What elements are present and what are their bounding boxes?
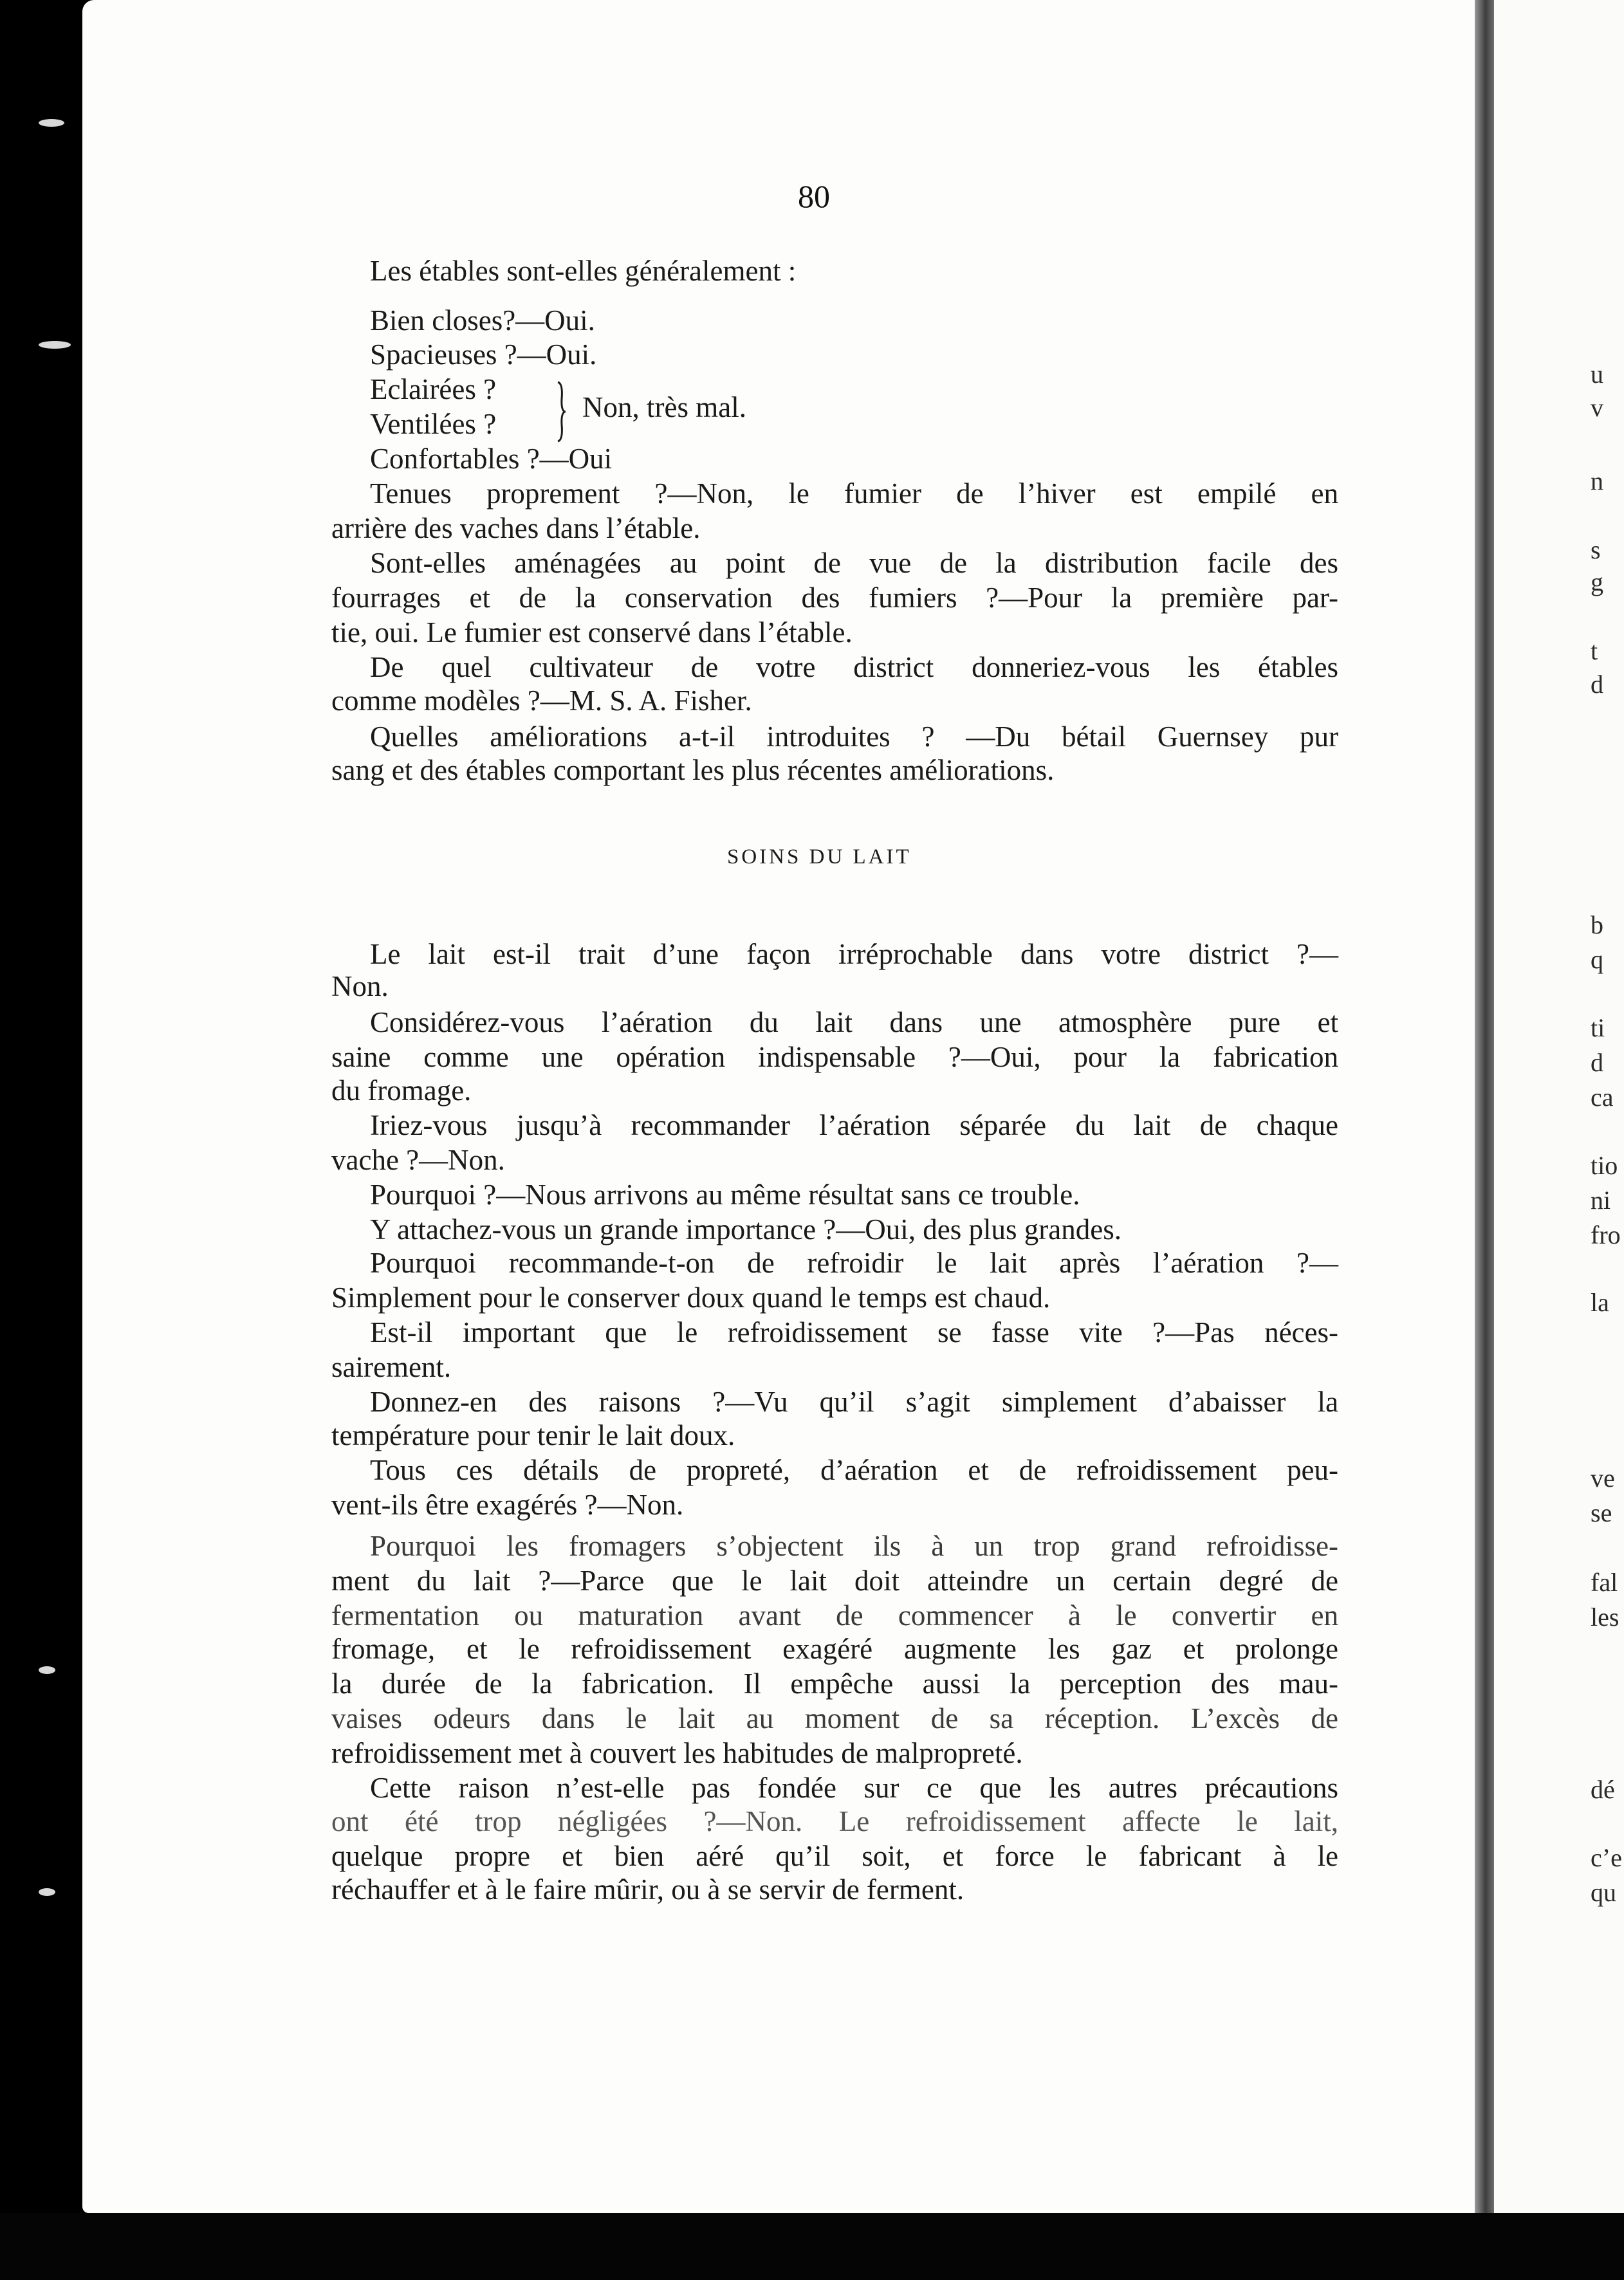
- paragraph-line: refroidissement met à couvert les habitudes de malpropreté.: [331, 1737, 1023, 1769]
- scan-bottom-edge: [0, 2213, 1624, 2280]
- paragraph-line: la durée de la fabrication. Il empêche aussi la perception des mau-: [331, 1668, 1338, 1700]
- paragraph-line: comme modèles ?—M. S. A. Fisher.: [331, 685, 752, 717]
- facing-page-fragment: se: [1591, 1498, 1612, 1527]
- facing-page-fragment: la: [1591, 1288, 1609, 1317]
- facing-page-fragment: u: [1591, 360, 1603, 389]
- paragraph-line: Y attachez-vous un grande importance ?—Oui, des plus grandes.: [370, 1213, 1121, 1246]
- facing-page-fragment: v: [1591, 393, 1603, 422]
- scan-speck: [39, 1888, 55, 1896]
- paragraph-line: Considérez-vous l’aération du lait dans une atmosphère pure et: [370, 1006, 1338, 1038]
- paragraph-line: tie, oui. Le fumier est conservé dans l’étable.: [331, 616, 853, 648]
- facing-page-fragment: ca: [1591, 1083, 1614, 1112]
- paragraph-line: sang et des étables comportant les plus récentes améliorations.: [331, 754, 1055, 786]
- paragraph-line: vaises odeurs dans le lait au moment de sa réception. L’excès de: [331, 1702, 1338, 1734]
- paragraph-line: Donnez-en des raisons ?—Vu qu’il s’agit simplement d’abaisser la: [370, 1386, 1338, 1418]
- facing-page-fragment: q: [1591, 945, 1603, 974]
- scan-speck: [39, 341, 71, 349]
- paragraph-line: Simplement pour le conserver doux quand le temps est chaud.: [331, 1282, 1051, 1314]
- list-item-bien-closes: Bien closes?—Oui.: [370, 304, 595, 336]
- facing-page-fragment: b: [1591, 910, 1603, 939]
- facing-page-fragment: t: [1591, 636, 1598, 665]
- paragraph-line: réchauffer et à le faire mûrir, ou à se servir de ferment.: [331, 1873, 964, 1906]
- paragraph-line: Est-il important que le refroidissement se fasse vite ?—Pas néces-: [370, 1316, 1338, 1348]
- paragraph-line: du fromage.: [331, 1074, 472, 1107]
- facing-page-fragment: ti: [1591, 1013, 1605, 1042]
- paragraph-line: ment du lait ?—Parce que le lait doit atteindre un certain degré de: [331, 1565, 1338, 1597]
- paragraph-line: Pourquoi recommande-t-on de refroidir le lait après l’aération ?—: [370, 1247, 1338, 1279]
- scan-speck: [39, 1666, 55, 1674]
- facing-page-fragment: n: [1591, 466, 1603, 495]
- facing-page-edge: [1494, 0, 1624, 2213]
- brace-icon: [557, 380, 566, 444]
- facing-page-fragment: dé: [1591, 1775, 1615, 1804]
- paragraph-line: Tous ces détails de propreté, d’aération et de refroidissement peu-: [370, 1454, 1338, 1486]
- paragraph-line: fourrages et de la conservation des fumiers ?—Pour la première par-: [331, 582, 1338, 614]
- page-number: 80: [798, 178, 830, 214]
- facing-page-fragment: s: [1591, 535, 1601, 564]
- paragraph-line: Tenues proprement ?—Non, le fumier de l’hiver est empilé en: [370, 477, 1338, 510]
- paragraph-line: fermentation ou maturation avant de commencer à le convertir en: [331, 1599, 1338, 1632]
- brace-answer: Non, très mal.: [582, 391, 746, 423]
- paragraph-line: Cette raison n’est-elle pas fondée sur ce que les autres précautions: [370, 1772, 1338, 1804]
- paragraph-line: ont été trop négligées ?—Non. Le refroidissement affecte le lait,: [331, 1805, 1338, 1837]
- paragraph-line: Quelles améliorations a-t-il introduites ? —Du bétail Guernsey pur: [370, 721, 1338, 753]
- paragraph-line: température pour tenir le lait doux.: [331, 1419, 735, 1451]
- scan-speck: [39, 119, 64, 127]
- facing-page-fragment: c’e: [1591, 1843, 1622, 1872]
- paragraph-line: sairement.: [331, 1351, 452, 1383]
- facing-page-fragment: tio: [1591, 1151, 1618, 1180]
- list-item-eclairees: Eclairées ?: [370, 373, 497, 405]
- paragraph-line: saine comme une opération indispensable ?—Oui, pour la fabrication: [331, 1041, 1338, 1073]
- paragraph-line: Pourquoi ?—Nous arrivons au même résultat sans ce trouble.: [370, 1179, 1080, 1211]
- paragraph-line: Iriez-vous jusqu’à recommander l’aération séparée du lait de chaque: [370, 1109, 1338, 1141]
- intro-line: Les étables sont-elles généralement :: [370, 255, 797, 287]
- facing-page-fragment: d: [1591, 670, 1603, 699]
- paragraph-line: De quel cultivateur de votre district donneriez-vous les étables: [370, 651, 1338, 683]
- facing-page-fragment: g: [1591, 567, 1603, 596]
- list-item-ventilees: Ventilées ?: [370, 408, 497, 440]
- paragraph-line: vache ?—Non.: [331, 1144, 505, 1176]
- list-item-confortables: Confortables ?—Oui: [370, 443, 613, 475]
- facing-page-fragment: ve: [1591, 1464, 1615, 1493]
- facing-page-fragment: fal: [1591, 1568, 1618, 1597]
- paragraph-line: Pourquoi les fromagers s’objectent ils à un trop grand refroidisse-: [370, 1530, 1338, 1562]
- paragraph-line: arrière des vaches dans l’étable.: [331, 512, 701, 544]
- facing-page-fragment: ni: [1591, 1186, 1611, 1215]
- facing-page-fragment: fro: [1591, 1220, 1621, 1249]
- paragraph-line: Non.: [331, 970, 389, 1002]
- paragraph-line: Sont-elles aménagées au point de vue de la distribution facile des: [370, 547, 1338, 579]
- paragraph-line: Le lait est-il trait d’une façon irréprochable dans votre district ?—: [370, 938, 1338, 970]
- paragraph-line: vent-ils être exagérés ?—Non.: [331, 1489, 684, 1521]
- facing-page-fragment: qu: [1591, 1878, 1616, 1907]
- book-gutter: [1475, 0, 1494, 2220]
- list-item-spacieuses: Spacieuses ?—Oui.: [370, 338, 597, 371]
- section-heading: SOINS DU LAIT: [727, 845, 912, 869]
- paragraph-line: fromage, et le refroidissement exagéré augmente les gaz et prolonge: [331, 1633, 1338, 1665]
- facing-page-fragment: d: [1591, 1048, 1603, 1077]
- facing-page-fragment: les: [1591, 1603, 1619, 1632]
- paragraph-line: quelque propre et bien aéré qu’il soit, et force le fabricant à le: [331, 1840, 1338, 1872]
